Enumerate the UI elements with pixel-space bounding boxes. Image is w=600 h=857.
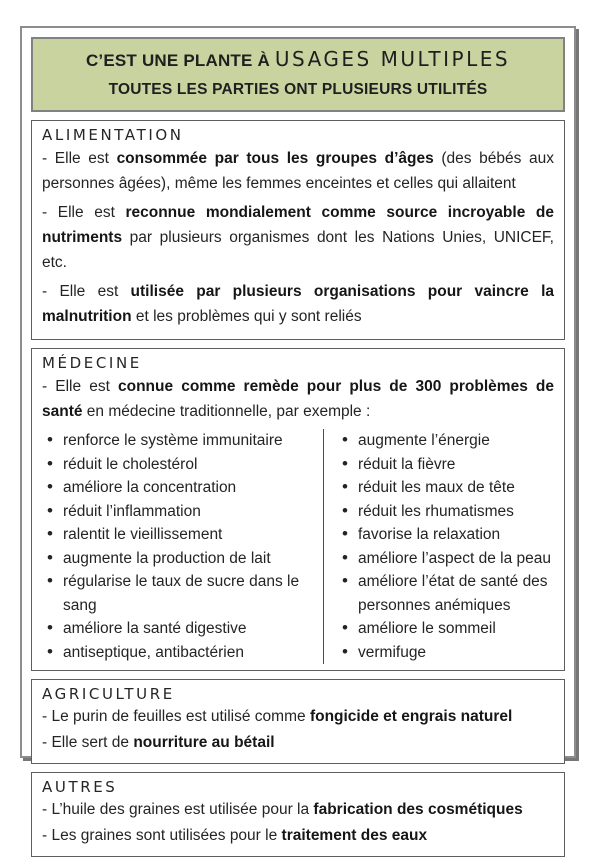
- section-agriculture: [31, 679, 565, 764]
- section-title-alimentation: ALIMENTATION: [42, 126, 184, 144]
- bullet-item: • améliore la santé digestive: [42, 617, 323, 641]
- banner-line-1: [37, 45, 559, 75]
- medecine-intro: [42, 374, 554, 424]
- document-frame: [20, 26, 576, 844]
- bullet-item: • favorise la relaxation: [337, 523, 554, 547]
- paragraph: - L’huile des graines est utilisée pour la fabrication des cosmétiques: [42, 801, 523, 818]
- title-banner: [31, 37, 565, 112]
- paragraph: - Les graines sont utilisées pour le traitement des eaux: [42, 827, 428, 844]
- section-alimentation: [31, 120, 565, 340]
- bullet-item: • vermifuge: [337, 641, 554, 665]
- paragraph: - Elle est connue comme remède pour plus de 300 problèmes de santé en médecine traditionnelle, par exemple :: [42, 378, 555, 420]
- medecine-benefits-right: [323, 429, 554, 664]
- banner-line-2: TOUTES LES PARTIES ONT PLUSIEURS UTILITÉS: [108, 81, 488, 98]
- bullet-item: • améliore l’état de santé des personnes anémiques: [337, 570, 554, 617]
- bullet-item: • réduit le cholestérol: [42, 453, 323, 477]
- bullet-item: • améliore le sommeil: [337, 617, 554, 641]
- bullet-item: • renforce le système immunitaire: [42, 429, 323, 453]
- paragraph: - Elle sert de nourriture au bétail: [42, 734, 275, 751]
- bullet-item: • ralentit le vieillissement: [42, 523, 323, 547]
- alimentation-paragraphs: [42, 146, 554, 329]
- section-medecine: [31, 348, 565, 671]
- bullet-item: • régularise le taux de sucre dans le sang: [42, 570, 323, 617]
- medecine-benefits-left: [42, 429, 323, 664]
- medecine-benefit-columns: [42, 429, 554, 664]
- paragraph: - Elle est utilisée par plusieurs organisations pour vaincre la malnutrition et les problèmes qui y sont reliés: [42, 283, 554, 325]
- paragraph: - Elle est consommée par tous les groupes d’âges (des bébés aux personnes âgées), même les femmes enceintes et celles qui allaitent: [42, 150, 555, 192]
- bullet-item: • antiseptique, antibactérien: [42, 641, 323, 665]
- section-title-agriculture: AGRICULTURE: [42, 685, 175, 703]
- bullet-item: • améliore l’aspect de la peau: [337, 547, 554, 571]
- bullet-item: • augmente la production de lait: [42, 547, 323, 571]
- paragraph: - Le purin de feuilles est utilisé comme fongicide et engrais naturel: [42, 708, 513, 725]
- banner-line1-bold: C’EST UNE PLANTE À: [85, 51, 275, 70]
- section-autres: [31, 772, 565, 857]
- bullet-item: • augmente l’énergie: [337, 429, 554, 453]
- bullet-item: • réduit les rhumatismes: [337, 500, 554, 524]
- section-title-medecine: MÉDECINE: [42, 354, 142, 372]
- autres-paragraphs: [42, 798, 554, 848]
- paragraph: - Elle est reconnue mondialement comme source incroyable de nutriments par plusieurs organismes dont les Nations Unies, UNICEF, etc.: [42, 204, 554, 271]
- bullet-item: • réduit l’inflammation: [42, 500, 323, 524]
- banner-line1-script: USAGES MULTIPLES: [274, 47, 511, 71]
- bullet-item: • réduit les maux de tête: [337, 476, 554, 500]
- bullet-item: • réduit la fièvre: [337, 453, 554, 477]
- section-title-autres: AUTRES: [42, 778, 118, 796]
- agriculture-paragraphs: [42, 705, 554, 755]
- bullet-item: • améliore la concentration: [42, 476, 323, 500]
